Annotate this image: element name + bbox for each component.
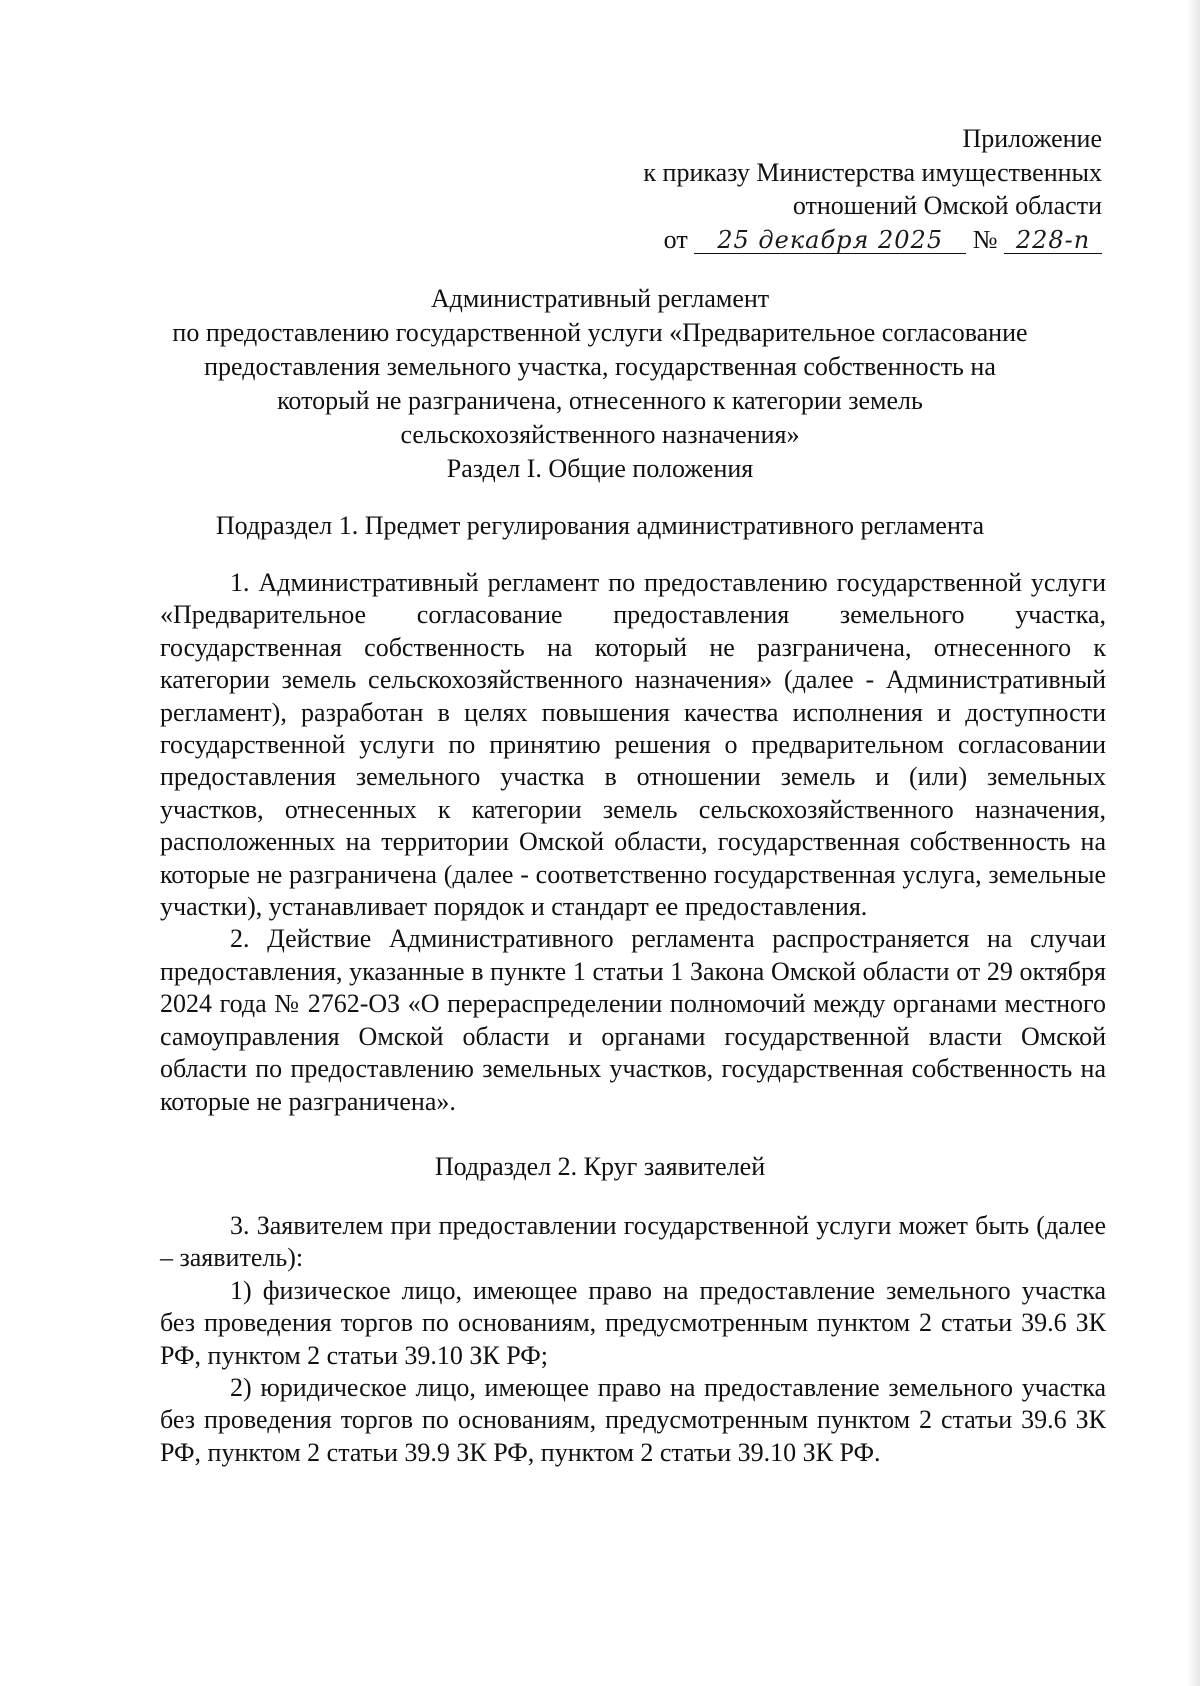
section-heading: Раздел I. Общие положения <box>446 454 754 483</box>
appendix-label: Приложение <box>962 124 1102 153</box>
order-date-number-line <box>643 223 1102 257</box>
title-line: который не разграничена, отнесенного к категории земель <box>277 386 923 415</box>
subsection-heading: Подраздел 2. Круг заявителей <box>434 1152 766 1181</box>
body-text-1 <box>160 567 1106 1118</box>
list-item: 2) юридическое лицо, имеющее право на предоставление земельного участка без проведения торгов по основаниям, предусмотренным пунктом 2 статьи 39.6 ЗК РФ, пунктом 2 статьи 39.9 ЗК РФ, пунктом 2 статьи 39.10 ЗК РФ. <box>160 1373 1106 1467</box>
title-line: сельскохозяйственного назначения» <box>400 420 800 449</box>
title-line: предоставления земельного участка, государственная собственность на <box>204 352 996 381</box>
appendix-ministry: отношений Омской области <box>792 191 1102 220</box>
title-line: по предоставлению государственной услуги «Предварительное согласование <box>172 318 1028 347</box>
scan-edge-shadow <box>1186 0 1200 1686</box>
appendix-header <box>643 122 1102 256</box>
paragraph: 1. Административный регламент по предоставлению государственной услуги «Предварительное согласование предоставления земельного участка, государственная собственность на который не разграничена, отнесенного к категории земель сельскохозяйственного назначения» (далее - Административный регламент), разработан в целях повышения качества исполнения и доступности государственной услуги по принятию решения о предварительном согласовании предоставления земельного участка в отношении земель и (или) земельных участков, отнесенных к категории земель сельскохозяйственного назначения, расположенных на территории Омской области, государственная собственность на которые не разграничена (далее - соответственно государственная услуга, земельные участки), устанавливает порядок и стандарт ее предоставления. <box>160 568 1106 922</box>
document-title <box>100 282 1100 452</box>
paragraph: 3. Заявителем при предоставлении государственной услуги может быть (далее – заявитель): <box>160 1211 1106 1273</box>
list-item: 1) физическое лицо, имеющее право на предоставление земельного участка без проведения торгов по основаниям, предусмотренным пунктом 2 статьи 39.6 ЗК РФ, пунктом 2 статьи 39.10 ЗК РФ; <box>160 1275 1106 1370</box>
number-label: № <box>972 224 998 254</box>
appendix-order-ref: к приказу Министерства имущественных <box>643 157 1102 187</box>
paragraph: 2. Действие Административного регламента распространяется на случаи предоставления, указанные в пункте 1 статьи 1 Закона Омской области от 29 октября 2024 года № 2762-ОЗ «О перераспределении полномочий между органами местного самоуправления Омской области и органами государственной власти Омской области по предоставлению земельных участков, государственная собственность на которые не разграничена». <box>160 924 1106 1116</box>
body-text-2 <box>160 1210 1106 1469</box>
title-line: Административный регламент <box>430 284 770 313</box>
subsection-heading: Подраздел 1. Предмет регулирования административного регламента <box>215 511 985 540</box>
handwritten-number: 228-п <box>1004 227 1102 254</box>
handwritten-date: 25 декабря 2025 <box>694 227 966 254</box>
from-label: от <box>663 224 688 254</box>
